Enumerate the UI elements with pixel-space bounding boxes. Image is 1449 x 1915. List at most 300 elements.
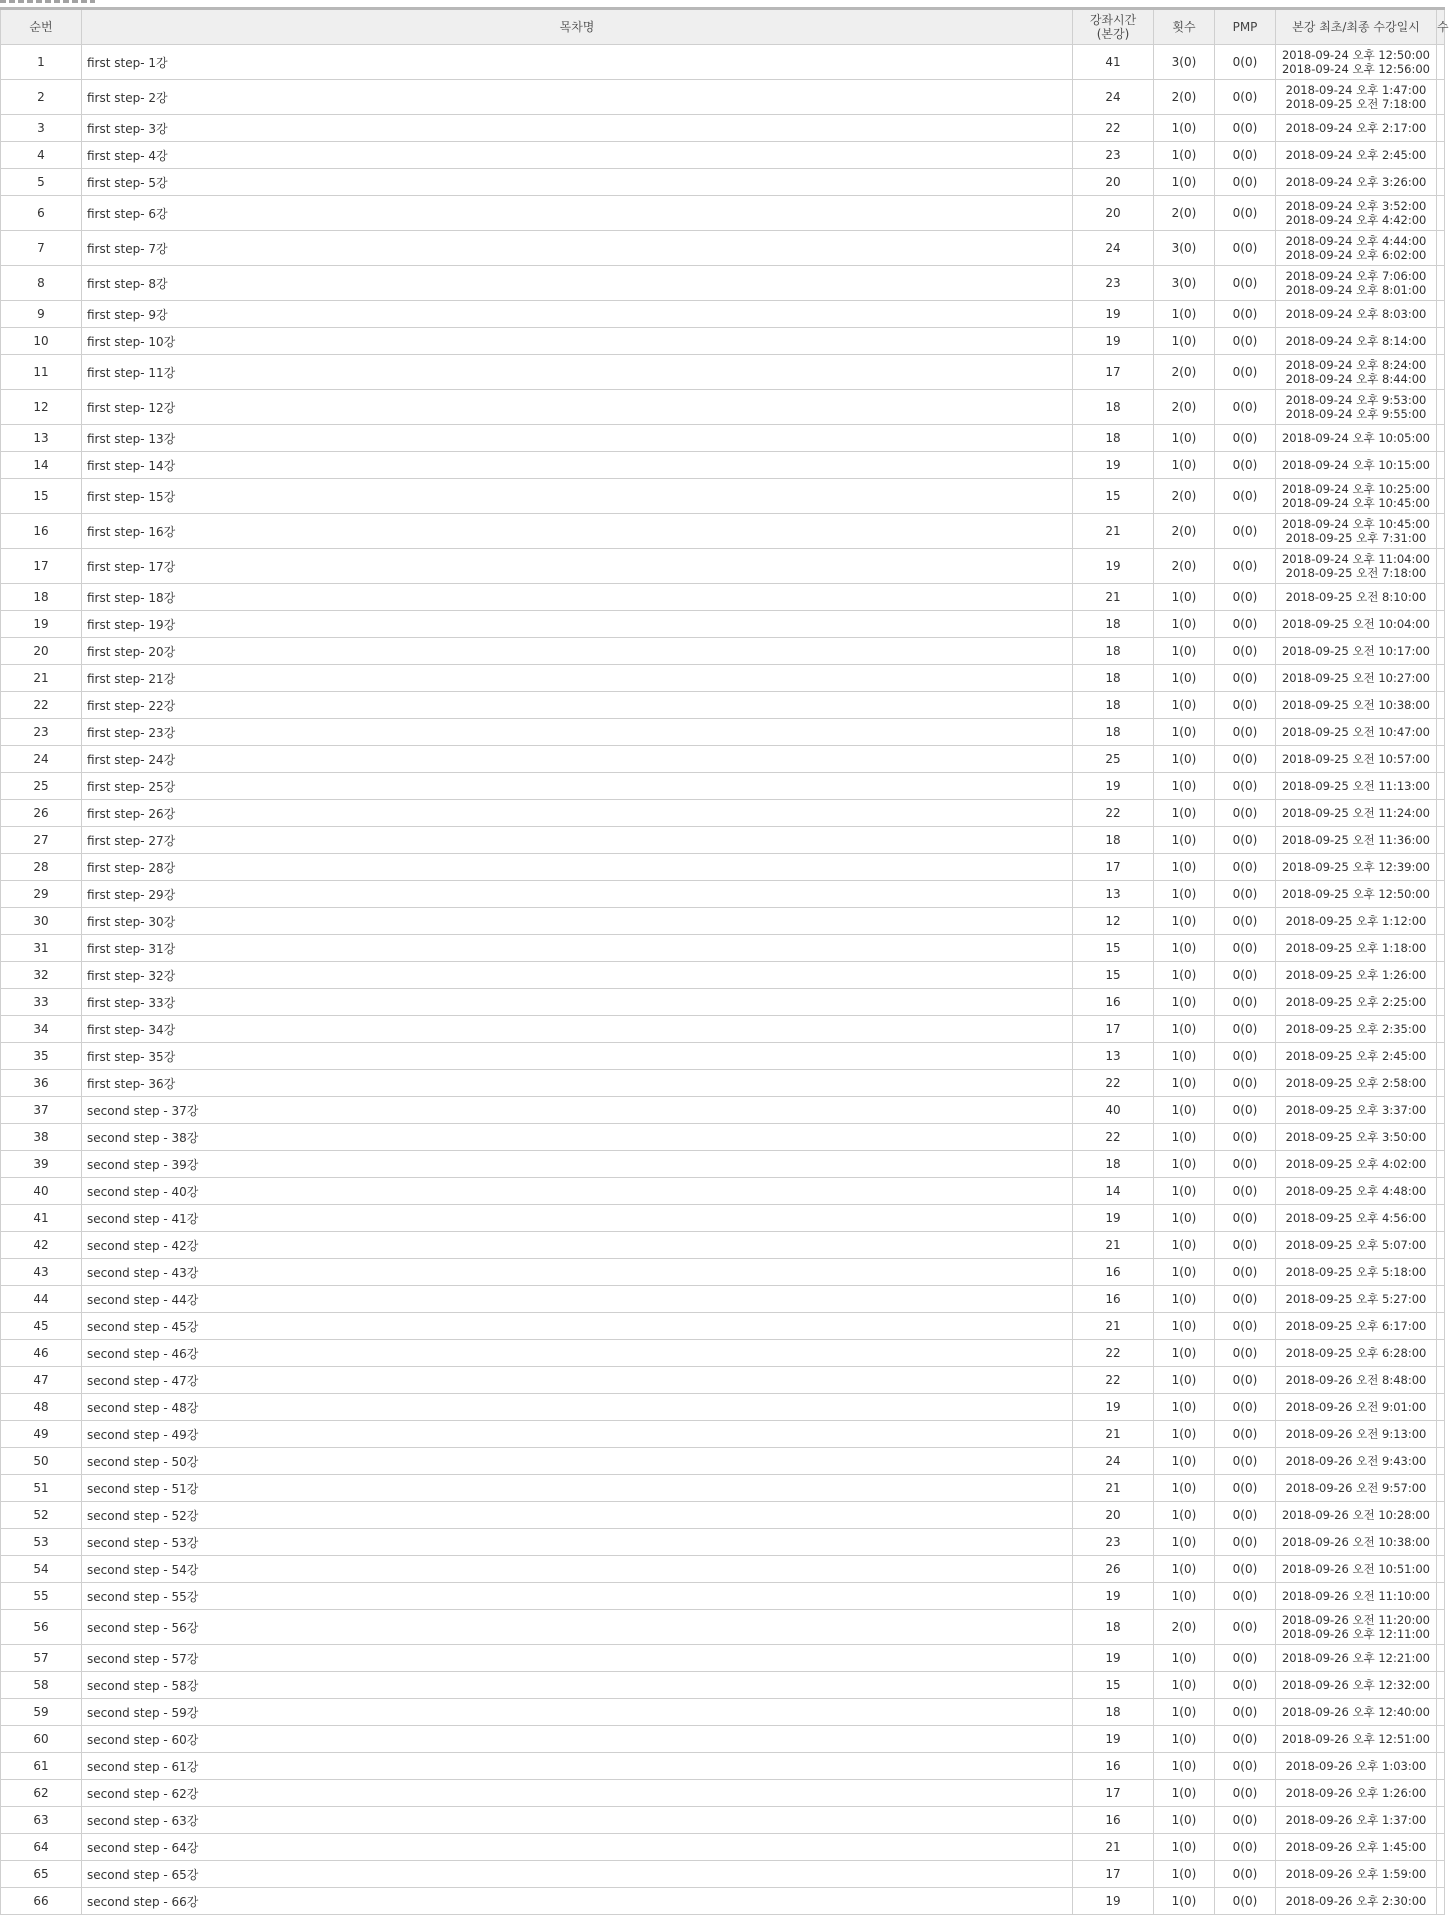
table-row bbox=[1, 611, 1445, 638]
row-pmp-count: 0(0) bbox=[1215, 1016, 1276, 1043]
row-lecture-time: 23 bbox=[1073, 266, 1154, 301]
table-row bbox=[1, 1286, 1445, 1313]
row-lecture-time: 18 bbox=[1073, 390, 1154, 425]
row-first-date: 2018-09-26 오후 1:37:00 bbox=[1285, 1813, 1427, 1827]
row-title: second step - 66강 bbox=[82, 1888, 1073, 1915]
row-dates bbox=[1276, 1556, 1437, 1583]
row-first-date: 2018-09-25 오후 1:18:00 bbox=[1285, 941, 1427, 955]
row-last-date: 2018-09-24 오후 12:56:00 bbox=[1281, 62, 1430, 76]
row-lecture-time: 24 bbox=[1073, 231, 1154, 266]
row-dates bbox=[1276, 1861, 1437, 1888]
row-view-count: 1(0) bbox=[1154, 1313, 1215, 1340]
row-dates bbox=[1276, 827, 1437, 854]
row-first-date: 2018-09-25 오후 2:25:00 bbox=[1285, 995, 1427, 1009]
row-number: 24 bbox=[1, 746, 82, 773]
row-extra bbox=[1437, 1502, 1445, 1529]
row-pmp-count: 0(0) bbox=[1215, 1151, 1276, 1178]
row-pmp-count: 0(0) bbox=[1215, 142, 1276, 169]
row-lecture-time: 13 bbox=[1073, 881, 1154, 908]
row-view-count: 1(0) bbox=[1154, 935, 1215, 962]
row-number: 61 bbox=[1, 1753, 82, 1780]
row-title: second step - 65강 bbox=[82, 1861, 1073, 1888]
row-lecture-time: 25 bbox=[1073, 746, 1154, 773]
row-title: second step - 64강 bbox=[82, 1834, 1073, 1861]
table-row bbox=[1, 719, 1445, 746]
row-pmp-count: 0(0) bbox=[1215, 935, 1276, 962]
row-dates bbox=[1276, 355, 1437, 390]
table-row bbox=[1, 231, 1445, 266]
row-first-date: 2018-09-25 오전 10:04:00 bbox=[1281, 617, 1430, 631]
row-first-date: 2018-09-26 오전 10:38:00 bbox=[1281, 1535, 1430, 1549]
row-title: second step - 47강 bbox=[82, 1367, 1073, 1394]
row-pmp-count: 0(0) bbox=[1215, 881, 1276, 908]
row-view-count: 1(0) bbox=[1154, 1178, 1215, 1205]
row-title: first step- 12강 bbox=[82, 390, 1073, 425]
row-lecture-time: 17 bbox=[1073, 1780, 1154, 1807]
row-title: first step- 5강 bbox=[82, 169, 1073, 196]
row-first-date: 2018-09-25 오후 2:45:00 bbox=[1285, 1049, 1427, 1063]
row-extra bbox=[1437, 1313, 1445, 1340]
row-first-date: 2018-09-25 오후 1:12:00 bbox=[1285, 914, 1427, 928]
cropped-section-title bbox=[0, 0, 95, 3]
row-title: second step - 43강 bbox=[82, 1259, 1073, 1286]
table-row bbox=[1, 935, 1445, 962]
row-extra bbox=[1437, 1097, 1445, 1124]
table-row bbox=[1, 1645, 1445, 1672]
header-time bbox=[1073, 9, 1154, 45]
row-number: 45 bbox=[1, 1313, 82, 1340]
row-pmp-count: 0(0) bbox=[1215, 1475, 1276, 1502]
row-first-date: 2018-09-25 오전 10:27:00 bbox=[1281, 671, 1430, 685]
row-lecture-time: 22 bbox=[1073, 1070, 1154, 1097]
row-lecture-time: 17 bbox=[1073, 854, 1154, 881]
row-number: 38 bbox=[1, 1124, 82, 1151]
row-pmp-count: 0(0) bbox=[1215, 301, 1276, 328]
row-lecture-time: 26 bbox=[1073, 1556, 1154, 1583]
row-first-date: 2018-09-24 오후 10:05:00 bbox=[1281, 431, 1430, 445]
row-lecture-time: 19 bbox=[1073, 1205, 1154, 1232]
row-lecture-time: 22 bbox=[1073, 1340, 1154, 1367]
row-lecture-time: 19 bbox=[1073, 1583, 1154, 1610]
row-dates bbox=[1276, 1672, 1437, 1699]
row-lecture-time: 16 bbox=[1073, 989, 1154, 1016]
row-first-date: 2018-09-26 오후 1:03:00 bbox=[1285, 1759, 1427, 1773]
row-number: 50 bbox=[1, 1448, 82, 1475]
row-view-count: 1(0) bbox=[1154, 115, 1215, 142]
row-title: second step - 40강 bbox=[82, 1178, 1073, 1205]
row-title: first step- 23강 bbox=[82, 719, 1073, 746]
table-row bbox=[1, 1502, 1445, 1529]
table-row bbox=[1, 1807, 1445, 1834]
table-row bbox=[1, 665, 1445, 692]
row-pmp-count: 0(0) bbox=[1215, 1807, 1276, 1834]
row-view-count: 1(0) bbox=[1154, 638, 1215, 665]
row-dates bbox=[1276, 1043, 1437, 1070]
row-dates bbox=[1276, 800, 1437, 827]
row-view-count: 1(0) bbox=[1154, 452, 1215, 479]
row-first-date: 2018-09-25 오후 5:18:00 bbox=[1285, 1265, 1427, 1279]
row-number: 44 bbox=[1, 1286, 82, 1313]
row-last-date: 2018-09-24 오후 9:55:00 bbox=[1285, 407, 1427, 421]
row-lecture-time: 41 bbox=[1073, 45, 1154, 80]
row-view-count: 1(0) bbox=[1154, 328, 1215, 355]
row-number: 11 bbox=[1, 355, 82, 390]
row-first-date: 2018-09-25 오전 8:10:00 bbox=[1285, 590, 1427, 604]
row-dates bbox=[1276, 231, 1437, 266]
row-first-date: 2018-09-26 오전 11:10:00 bbox=[1281, 1589, 1430, 1603]
row-number: 58 bbox=[1, 1672, 82, 1699]
row-dates bbox=[1276, 479, 1437, 514]
row-extra bbox=[1437, 328, 1445, 355]
row-title: first step- 11강 bbox=[82, 355, 1073, 390]
row-first-date: 2018-09-26 오전 10:28:00 bbox=[1281, 1508, 1430, 1522]
row-first-date: 2018-09-25 오전 10:17:00 bbox=[1281, 644, 1430, 658]
row-first-date: 2018-09-24 오후 10:25:00 bbox=[1281, 482, 1430, 496]
table-row bbox=[1, 1394, 1445, 1421]
row-pmp-count: 0(0) bbox=[1215, 989, 1276, 1016]
row-number: 39 bbox=[1, 1151, 82, 1178]
row-view-count: 1(0) bbox=[1154, 1286, 1215, 1313]
row-view-count: 1(0) bbox=[1154, 881, 1215, 908]
row-extra bbox=[1437, 962, 1445, 989]
row-view-count: 2(0) bbox=[1154, 549, 1215, 584]
row-pmp-count: 0(0) bbox=[1215, 1672, 1276, 1699]
row-title: second step - 59강 bbox=[82, 1699, 1073, 1726]
row-title: first step- 16강 bbox=[82, 514, 1073, 549]
row-first-date: 2018-09-25 오전 10:38:00 bbox=[1281, 698, 1430, 712]
row-first-date: 2018-09-25 오전 11:24:00 bbox=[1281, 806, 1430, 820]
row-pmp-count: 0(0) bbox=[1215, 908, 1276, 935]
row-view-count: 1(0) bbox=[1154, 1043, 1215, 1070]
row-dates bbox=[1276, 514, 1437, 549]
row-number: 37 bbox=[1, 1097, 82, 1124]
row-title: second step - 52강 bbox=[82, 1502, 1073, 1529]
row-view-count: 1(0) bbox=[1154, 1888, 1215, 1915]
row-view-count: 2(0) bbox=[1154, 80, 1215, 115]
row-number: 8 bbox=[1, 266, 82, 301]
row-lecture-time: 18 bbox=[1073, 665, 1154, 692]
row-lecture-time: 23 bbox=[1073, 142, 1154, 169]
row-first-date: 2018-09-25 오후 4:02:00 bbox=[1285, 1157, 1427, 1171]
row-lecture-time: 18 bbox=[1073, 425, 1154, 452]
row-extra bbox=[1437, 1286, 1445, 1313]
row-view-count: 1(0) bbox=[1154, 1367, 1215, 1394]
row-first-date: 2018-09-24 오후 2:17:00 bbox=[1285, 121, 1427, 135]
row-extra bbox=[1437, 1205, 1445, 1232]
row-dates bbox=[1276, 1097, 1437, 1124]
row-view-count: 1(0) bbox=[1154, 1502, 1215, 1529]
table-row bbox=[1, 514, 1445, 549]
table-header bbox=[1, 9, 1449, 45]
row-pmp-count: 0(0) bbox=[1215, 692, 1276, 719]
row-lecture-time: 19 bbox=[1073, 301, 1154, 328]
row-title: first step- 30강 bbox=[82, 908, 1073, 935]
row-title: first step- 34강 bbox=[82, 1016, 1073, 1043]
row-dates bbox=[1276, 935, 1437, 962]
row-pmp-count: 0(0) bbox=[1215, 1502, 1276, 1529]
row-dates bbox=[1276, 881, 1437, 908]
row-view-count: 1(0) bbox=[1154, 1807, 1215, 1834]
row-number: 65 bbox=[1, 1861, 82, 1888]
row-first-date: 2018-09-26 오후 12:32:00 bbox=[1281, 1678, 1430, 1692]
row-title: first step- 32강 bbox=[82, 962, 1073, 989]
row-view-count: 1(0) bbox=[1154, 1556, 1215, 1583]
row-number: 66 bbox=[1, 1888, 82, 1915]
row-lecture-time: 15 bbox=[1073, 479, 1154, 514]
row-number: 57 bbox=[1, 1645, 82, 1672]
row-dates bbox=[1276, 719, 1437, 746]
row-lecture-time: 20 bbox=[1073, 169, 1154, 196]
row-view-count: 3(0) bbox=[1154, 231, 1215, 266]
row-number: 31 bbox=[1, 935, 82, 962]
row-view-count: 1(0) bbox=[1154, 1780, 1215, 1807]
row-pmp-count: 0(0) bbox=[1215, 549, 1276, 584]
row-first-date: 2018-09-25 오후 3:37:00 bbox=[1285, 1103, 1427, 1117]
table-row bbox=[1, 1340, 1445, 1367]
row-number: 53 bbox=[1, 1529, 82, 1556]
header-row bbox=[1, 9, 1445, 45]
row-first-date: 2018-09-25 오후 4:48:00 bbox=[1285, 1184, 1427, 1198]
row-number: 1 bbox=[1, 45, 82, 80]
row-pmp-count: 0(0) bbox=[1215, 665, 1276, 692]
row-dates bbox=[1276, 1340, 1437, 1367]
row-pmp-count: 0(0) bbox=[1215, 1367, 1276, 1394]
row-title: first step- 18강 bbox=[82, 584, 1073, 611]
row-first-date: 2018-09-24 오후 7:06:00 bbox=[1285, 269, 1427, 283]
row-pmp-count: 0(0) bbox=[1215, 827, 1276, 854]
row-first-date: 2018-09-25 오후 2:35:00 bbox=[1285, 1022, 1427, 1036]
row-title: second step - 63강 bbox=[82, 1807, 1073, 1834]
row-dates bbox=[1276, 1502, 1437, 1529]
row-dates bbox=[1276, 1394, 1437, 1421]
row-last-date: 2018-09-24 오후 8:01:00 bbox=[1285, 283, 1427, 297]
row-number: 56 bbox=[1, 1610, 82, 1645]
row-number: 15 bbox=[1, 479, 82, 514]
table-row bbox=[1, 266, 1445, 301]
row-extra bbox=[1437, 881, 1445, 908]
row-view-count: 1(0) bbox=[1154, 1340, 1215, 1367]
row-extra bbox=[1437, 773, 1445, 800]
row-number: 2 bbox=[1, 80, 82, 115]
row-pmp-count: 0(0) bbox=[1215, 514, 1276, 549]
row-lecture-time: 19 bbox=[1073, 452, 1154, 479]
row-number: 51 bbox=[1, 1475, 82, 1502]
row-first-date: 2018-09-24 오후 8:24:00 bbox=[1285, 358, 1427, 372]
row-view-count: 1(0) bbox=[1154, 665, 1215, 692]
row-view-count: 1(0) bbox=[1154, 1645, 1215, 1672]
row-first-date: 2018-09-25 오후 5:07:00 bbox=[1285, 1238, 1427, 1252]
row-number: 16 bbox=[1, 514, 82, 549]
row-view-count: 2(0) bbox=[1154, 355, 1215, 390]
row-dates bbox=[1276, 1780, 1437, 1807]
row-dates bbox=[1276, 1834, 1437, 1861]
row-dates bbox=[1276, 169, 1437, 196]
row-extra bbox=[1437, 1888, 1445, 1915]
row-view-count: 1(0) bbox=[1154, 1583, 1215, 1610]
row-number: 33 bbox=[1, 989, 82, 1016]
row-last-date: 2018-09-24 오후 8:44:00 bbox=[1285, 372, 1427, 386]
row-pmp-count: 0(0) bbox=[1215, 1610, 1276, 1645]
row-view-count: 1(0) bbox=[1154, 719, 1215, 746]
row-first-date: 2018-09-26 오후 12:21:00 bbox=[1281, 1651, 1430, 1665]
row-title: first step- 26강 bbox=[82, 800, 1073, 827]
row-title: second step - 48강 bbox=[82, 1394, 1073, 1421]
row-first-date: 2018-09-25 오후 1:26:00 bbox=[1285, 968, 1427, 982]
row-pmp-count: 0(0) bbox=[1215, 1726, 1276, 1753]
row-number: 43 bbox=[1, 1259, 82, 1286]
row-dates bbox=[1276, 989, 1437, 1016]
row-number: 9 bbox=[1, 301, 82, 328]
row-dates bbox=[1276, 266, 1437, 301]
row-lecture-time: 21 bbox=[1073, 1313, 1154, 1340]
row-lecture-time: 14 bbox=[1073, 1178, 1154, 1205]
row-lecture-time: 18 bbox=[1073, 1151, 1154, 1178]
row-dates bbox=[1276, 1205, 1437, 1232]
row-extra bbox=[1437, 1645, 1445, 1672]
row-number: 46 bbox=[1, 1340, 82, 1367]
table-row bbox=[1, 328, 1445, 355]
row-extra bbox=[1437, 854, 1445, 881]
table-row bbox=[1, 1313, 1445, 1340]
row-extra bbox=[1437, 1178, 1445, 1205]
row-dates bbox=[1276, 665, 1437, 692]
row-extra bbox=[1437, 1610, 1445, 1645]
row-view-count: 1(0) bbox=[1154, 1753, 1215, 1780]
row-dates bbox=[1276, 1645, 1437, 1672]
row-view-count: 1(0) bbox=[1154, 1259, 1215, 1286]
row-extra bbox=[1437, 142, 1445, 169]
row-title: second step - 38강 bbox=[82, 1124, 1073, 1151]
row-number: 27 bbox=[1, 827, 82, 854]
row-extra bbox=[1437, 1699, 1445, 1726]
row-pmp-count: 0(0) bbox=[1215, 1313, 1276, 1340]
row-first-date: 2018-09-24 오후 1:47:00 bbox=[1285, 83, 1427, 97]
row-extra bbox=[1437, 301, 1445, 328]
row-dates bbox=[1276, 1016, 1437, 1043]
row-extra bbox=[1437, 1016, 1445, 1043]
table-row bbox=[1, 1556, 1445, 1583]
row-extra bbox=[1437, 169, 1445, 196]
row-first-date: 2018-09-24 오후 9:53:00 bbox=[1285, 393, 1427, 407]
row-lecture-time: 17 bbox=[1073, 1016, 1154, 1043]
row-title: second step - 54강 bbox=[82, 1556, 1073, 1583]
row-lecture-time: 16 bbox=[1073, 1807, 1154, 1834]
row-view-count: 1(0) bbox=[1154, 1834, 1215, 1861]
table-row bbox=[1, 1124, 1445, 1151]
table-row bbox=[1, 584, 1445, 611]
row-extra bbox=[1437, 935, 1445, 962]
row-pmp-count: 0(0) bbox=[1215, 773, 1276, 800]
row-view-count: 2(0) bbox=[1154, 196, 1215, 231]
row-view-count: 1(0) bbox=[1154, 1394, 1215, 1421]
row-lecture-time: 18 bbox=[1073, 827, 1154, 854]
row-view-count: 1(0) bbox=[1154, 584, 1215, 611]
row-number: 48 bbox=[1, 1394, 82, 1421]
row-first-date: 2018-09-25 오후 12:39:00 bbox=[1281, 860, 1430, 874]
row-first-date: 2018-09-25 오전 11:13:00 bbox=[1281, 779, 1430, 793]
row-pmp-count: 0(0) bbox=[1215, 1421, 1276, 1448]
row-extra bbox=[1437, 1556, 1445, 1583]
row-pmp-count: 0(0) bbox=[1215, 328, 1276, 355]
row-extra bbox=[1437, 719, 1445, 746]
table-row bbox=[1, 1016, 1445, 1043]
row-title: second step - 61강 bbox=[82, 1753, 1073, 1780]
table-row bbox=[1, 692, 1445, 719]
row-dates bbox=[1276, 1448, 1437, 1475]
row-lecture-time: 22 bbox=[1073, 800, 1154, 827]
row-lecture-time: 16 bbox=[1073, 1286, 1154, 1313]
header-no: 순번 bbox=[1, 9, 82, 45]
row-number: 54 bbox=[1, 1556, 82, 1583]
row-extra bbox=[1437, 479, 1445, 514]
row-first-date: 2018-09-26 오후 12:40:00 bbox=[1281, 1705, 1430, 1719]
row-lecture-time: 21 bbox=[1073, 1421, 1154, 1448]
row-pmp-count: 0(0) bbox=[1215, 1043, 1276, 1070]
table-row bbox=[1, 1151, 1445, 1178]
row-dates bbox=[1276, 115, 1437, 142]
row-dates bbox=[1276, 1124, 1437, 1151]
row-title: first step- 13강 bbox=[82, 425, 1073, 452]
row-lecture-time: 15 bbox=[1073, 1672, 1154, 1699]
row-dates bbox=[1276, 1610, 1437, 1645]
row-lecture-time: 15 bbox=[1073, 962, 1154, 989]
row-extra bbox=[1437, 1807, 1445, 1834]
row-pmp-count: 0(0) bbox=[1215, 1645, 1276, 1672]
row-lecture-time: 21 bbox=[1073, 1834, 1154, 1861]
row-dates bbox=[1276, 1529, 1437, 1556]
row-dates bbox=[1276, 1232, 1437, 1259]
row-number: 59 bbox=[1, 1699, 82, 1726]
row-pmp-count: 0(0) bbox=[1215, 1556, 1276, 1583]
row-lecture-time: 18 bbox=[1073, 1699, 1154, 1726]
row-extra bbox=[1437, 1259, 1445, 1286]
row-dates bbox=[1276, 584, 1437, 611]
table-row bbox=[1, 1259, 1445, 1286]
row-pmp-count: 0(0) bbox=[1215, 1861, 1276, 1888]
row-number: 55 bbox=[1, 1583, 82, 1610]
row-title: first step- 29강 bbox=[82, 881, 1073, 908]
row-pmp-count: 0(0) bbox=[1215, 425, 1276, 452]
table-row bbox=[1, 800, 1445, 827]
table-row bbox=[1, 169, 1445, 196]
row-first-date: 2018-09-24 오후 11:04:00 bbox=[1281, 552, 1430, 566]
row-number: 64 bbox=[1, 1834, 82, 1861]
table-row bbox=[1, 425, 1445, 452]
row-first-date: 2018-09-25 오후 2:58:00 bbox=[1285, 1076, 1427, 1090]
row-extra bbox=[1437, 800, 1445, 827]
table-row bbox=[1, 1888, 1445, 1915]
row-view-count: 1(0) bbox=[1154, 1097, 1215, 1124]
row-extra bbox=[1437, 231, 1445, 266]
row-number: 22 bbox=[1, 692, 82, 719]
row-pmp-count: 0(0) bbox=[1215, 1259, 1276, 1286]
row-extra bbox=[1437, 1753, 1445, 1780]
row-number: 14 bbox=[1, 452, 82, 479]
table-row bbox=[1, 1610, 1445, 1645]
row-first-date: 2018-09-26 오전 9:13:00 bbox=[1285, 1427, 1427, 1441]
row-title: second step - 62강 bbox=[82, 1780, 1073, 1807]
row-number: 20 bbox=[1, 638, 82, 665]
row-lecture-time: 15 bbox=[1073, 935, 1154, 962]
row-pmp-count: 0(0) bbox=[1215, 1097, 1276, 1124]
lecture-history-table bbox=[0, 7, 1449, 1915]
row-first-date: 2018-09-24 오후 12:50:00 bbox=[1281, 48, 1430, 62]
table-row bbox=[1, 355, 1445, 390]
row-extra bbox=[1437, 1043, 1445, 1070]
table-row bbox=[1, 1699, 1445, 1726]
row-extra bbox=[1437, 1340, 1445, 1367]
row-view-count: 1(0) bbox=[1154, 169, 1215, 196]
